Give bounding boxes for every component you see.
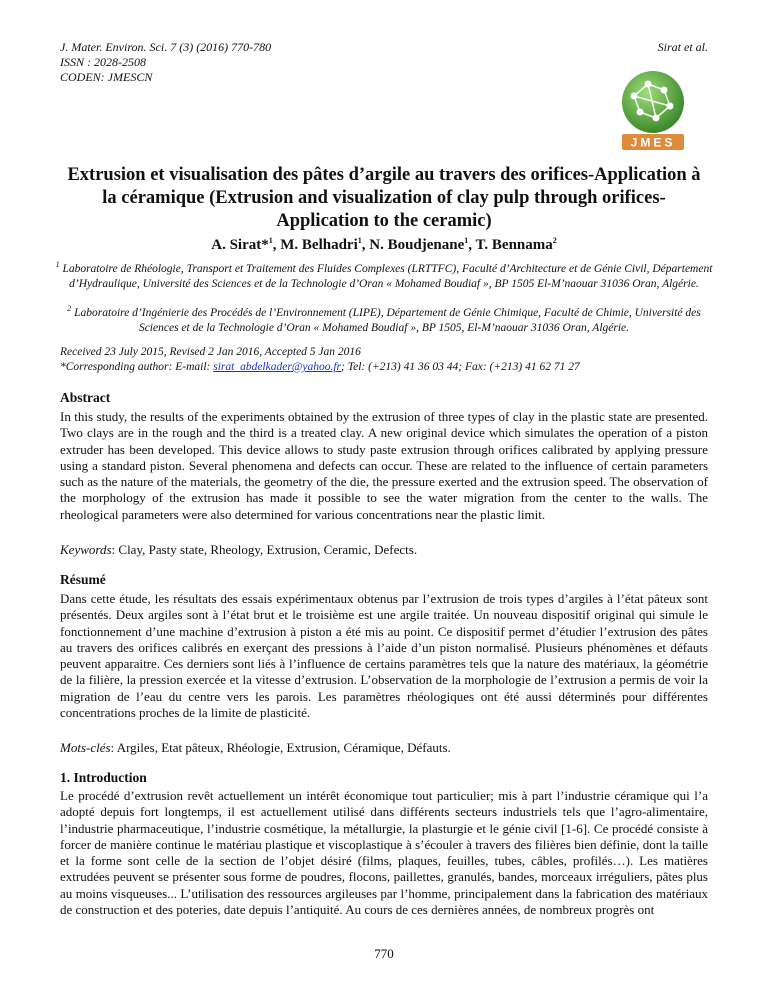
author-name: N. Boudjenane <box>369 237 465 253</box>
author-name: T. Bennama <box>475 237 553 253</box>
page-number: 770 <box>374 946 394 961</box>
affiliation-2 <box>52 306 716 336</box>
running-author: Sirat et al. <box>657 40 708 54</box>
corresponding-author: *Corresponding author: E-mail: sirat_abdelkader@yahoo.fr; Tel: (+213) 41 36 03 44; Fax: (+213) 41 62 71 27 <box>60 361 580 373</box>
affiliation-text: Laboratoire de Rhéologie, Transport et Traitement des Fluides Complexes (LRTTFC), Faculté d’Architecture et de Génie Civil, Département d’Hydraulique, Université des Sciences et de la Technologie d’Oran « Mohamed Boudiaf », BP 1505 El-M’naouar 31036 Oran, Algérie. <box>62 263 713 290</box>
affiliation-mark: 1 <box>55 260 60 270</box>
abstract-heading: Abstract <box>60 390 111 405</box>
abstract-keywords: Keywords: Clay, Pasty state, Rheology, Extrusion, Ceramic, Defects. <box>60 542 418 557</box>
author-name: A. Sirat* <box>211 237 269 253</box>
journal-citation: J. Mater. Environ. Sci. 7 (3) (2016) 770-780 <box>60 40 272 54</box>
author-list: A. Sirat*$^1$, M. Belhadri$^1$, N. Boudjenane$^1$, T. Bennama$^2$ <box>211 236 557 253</box>
resume-heading: Résumé <box>60 572 106 587</box>
introduction-text: Le procédé d’extrusion revêt actuellement un intérêt économique tout particulier; mis à part l’industrie céramique qui l’a adopté depuis fort longtemps, il est actuellement utilisé dans différents secteurs industriels tels que l’agro-alimentaire, l’industrie pharmaceutique, l’industrie cosmétique, la métallurgie, la plasturgie et le génie civil [1-6]. Ce procédé consiste à forcer de manière continue le matériau plastique et viscoplastique à s’écouler à travers des filières bien définie, dont la taille et la forme sont celle de la section de l’objet désiré (films, plaques, feuilles, tubes, câbles, profilés…). Les matières extrudées peuvent se présenter sous forme de poudres, flocons, paillettes, granulés, bandes, morceaux irréguliers, pâtes plus au moins visqueuses... L’utilisation des ressources argileuses par l’homme, principalement dans la fabrication des matériaux de construction et des poteries, date depuis l’antiquité. Au cours de ces dernières années, de nombreux progrès ont <box>60 788 708 918</box>
author-affil-mark: 2 <box>552 236 557 245</box>
author-name: M. Belhadri <box>280 237 358 253</box>
paper-title: Extrusion et visualisation des pâtes d’argile au travers des orifices-Application à la céramique (Extrusion and visualization of clay pulp through orifices-Application to the ceramic) <box>67 165 701 231</box>
article-dates <box>60 345 720 375</box>
author-affil-mark: 1 <box>268 236 273 245</box>
introduction-heading: 1. Introduction <box>60 770 147 785</box>
resume-text: Dans cette étude, les résultats des essais expérimentaux obtenus par l’extrusion de trois types d’argiles à l’état pâteux sont présentés. Deux argiles sont à l’état brut et le troisième est une argile traitée. Un nouveau dispositif original qui simule le fonctionnement d’une machine d’extrusion à piston a été mis au point. Ce dispositif permet d’étudier l’extrusion des pâtes au travers des orifices calibrés en exerçant des pressions à l’aide d’un piston normalisé. Plusieurs phénomènes et défauts peuvent apparaitre. Ces derniers sont liés à l’influence de certains paramètres tels que la nature des matériaux, la géométrie de la filière, la pression exercée et la vitesse d’extrusion. L’observation de la morphologie de l’extrusion a permis de voir la migration de l’eau du centre vers les parois. Les paramètres rhéologiques ont été aussi déterminés pour différentes concentrations proches de la limite de plasticité. <box>60 591 708 721</box>
author-affil-mark: 1 <box>357 236 362 245</box>
author-affil-mark: 1 <box>464 236 469 245</box>
journal-coden: CODEN: JMESCN <box>60 70 153 84</box>
abstract-text: In this study, the results of the experiments obtained by the extrusion of three types of clay in the plastic state are presented. Two clays are in the rough and the third is a treated clay. A new original device which simulates the operation of a piston extruder has been developed. This device allows to study paste extrusion through orifices calibrated by applying pressure using a standard piston. Several phenomena and defects can occur. These are related to the influence of certain parameters such as the nature of the materials, the geometry of the die, the pressure exerted and the extrusion speed. The observation of the morphology of the extrusion has made it possible to see the water migration from the center to the walls. The rheological parameters were also determined for various concentrations near the plastic limit. <box>60 409 708 522</box>
affiliation-mark: 2 <box>67 304 72 314</box>
affiliation-text: Laboratoire d’Ingénierie des Procédés de l’Environnement (LIPE), Département de Génie Chimique, Faculté de Chimie, Université des Sciences et de la Technologie d’Oran « Mohamed Boudiaf », BP 1505, El-M’naouar 31036 Oran, Algérie. <box>74 307 701 334</box>
received-dates: Received 23 July 2015, Revised 2 Jan 2016, Accepted 5 Jan 2016 <box>60 346 361 358</box>
email-link[interactable]: sirat_abdelkader@yahoo.fr <box>213 361 342 373</box>
journal-issn: ISSN : 2028-2508 <box>60 55 146 69</box>
journal-header <box>60 40 271 85</box>
resume-keywords: Mots-clés: Argiles, Etat pâteux, Rhéologie, Extrusion, Céramique, Défauts. <box>60 740 451 755</box>
logo-text: JMES <box>630 135 676 150</box>
affiliation-1 <box>52 262 716 292</box>
jmes-logo <box>612 68 694 152</box>
